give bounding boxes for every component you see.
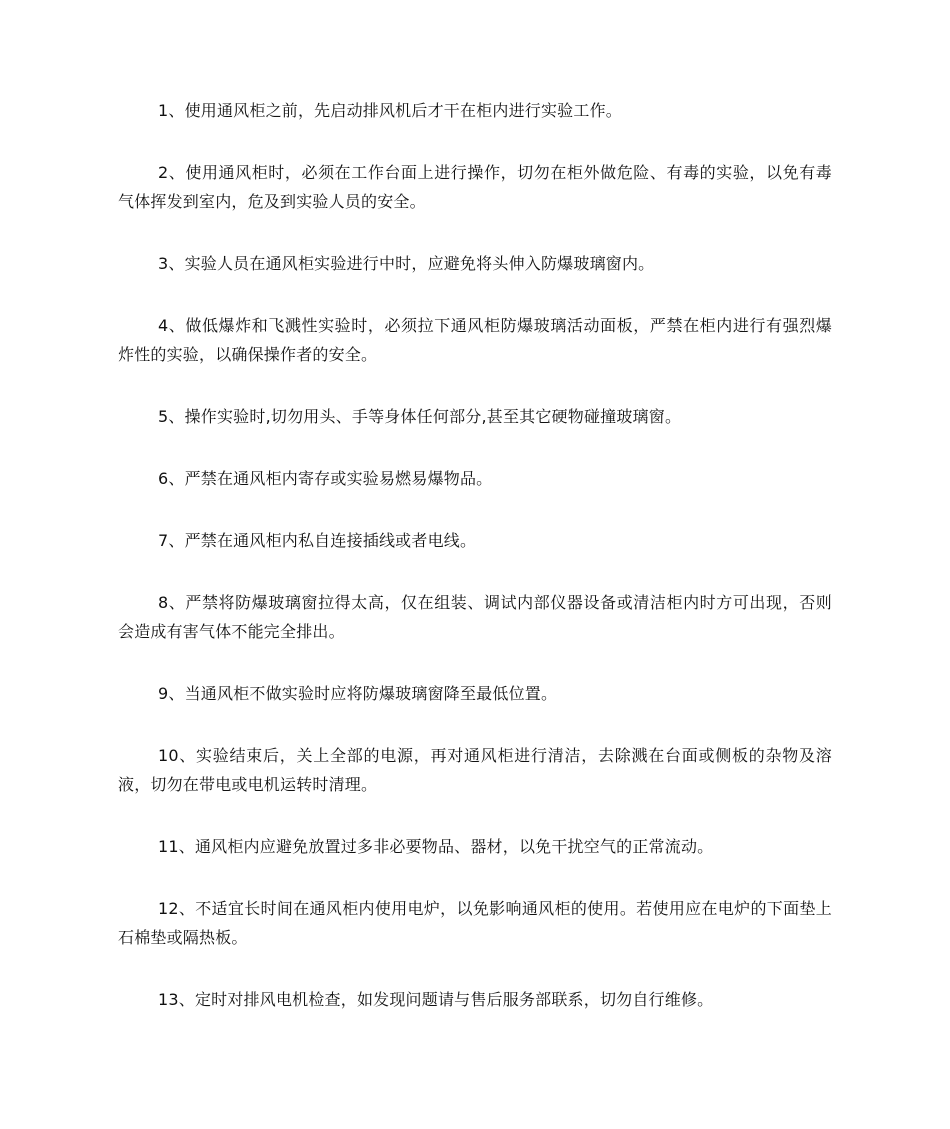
rule-item-5: 5、操作实验时,切勿用头、手等身体任何部分,甚至其它硬物碰撞玻璃窗。 (158, 407, 682, 426)
rule-item-7: 7、严禁在通风柜内私自连接插线或者电线。 (158, 531, 477, 550)
rule-item-3: 3、实验人员在通风柜实验进行中时，应避免将头伸入防爆玻璃窗内。 (158, 254, 655, 273)
rule-item-1: 1、使用通风柜之前，先启动排风机后才干在柜内进行实验工作。 (158, 101, 622, 120)
rule-item-13: 13、定时对排风电机检查，如发现问题请与售后服务部联系，切勿自行维修。 (158, 990, 714, 1009)
rule-item-10: 10、实验结束后，关上全部的电源，再对通风柜进行清洁，去除溅在台面或侧板的杂物及溶液，切勿在带电或电机运转时清理。 (118, 746, 832, 794)
rule-item-8: 8、严禁将防爆玻璃窗拉得太高，仅在组装、调试内部仪器设备或清洁柜内时方可出现，否则会造成有害气体不能完全排出。 (118, 593, 832, 641)
rule-item-2: 2、使用通风柜时，必须在工作台面上进行操作，切勿在柜外做危险、有毒的实验，以免有毒气体挥发到室内，危及到实验人员的安全。 (118, 163, 832, 211)
rule-item-9: 9、当通风柜不做实验时应将防爆玻璃窗降至最低位置。 (158, 684, 558, 703)
rule-item-12: 12、不适宜长时间在通风柜内使用电炉，以免影响通风柜的使用。若使用应在电炉的下面垫上石棉垫或隔热板。 (118, 899, 832, 947)
rule-item-4: 4、做低爆炸和飞溅性实验时，必须拉下通风柜防爆玻璃活动面板，严禁在柜内进行有强烈爆炸性的实验，以确保操作者的安全。 (118, 316, 832, 364)
rule-item-6: 6、严禁在通风柜内寄存或实验易燃易爆物品。 (158, 469, 493, 488)
rule-item-11: 11、通风柜内应避免放置过多非必要物品、器材，以免干扰空气的正常流动。 (158, 837, 714, 856)
